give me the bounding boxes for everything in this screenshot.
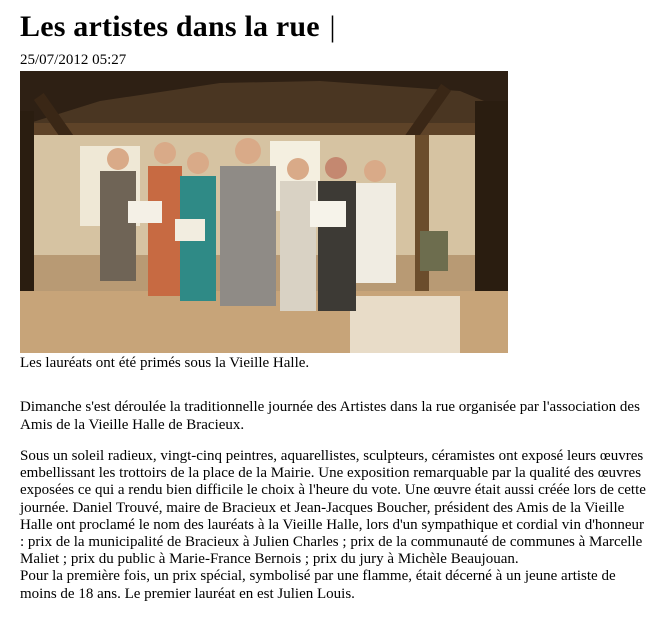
- photo-caption: Les lauréats ont été primés sous la Vieille Halle.: [20, 355, 310, 371]
- article-title-text: Les artistes dans la rue: [20, 10, 320, 43]
- paragraph-intro: Dimanche s'est déroulée la traditionnelle journée des Artistes dans la rue organisée par l'association des Amis de la Vieille Halle de Bracieux.: [20, 399, 640, 433]
- photo-chair: [420, 231, 448, 271]
- photo-diploma: [175, 219, 205, 241]
- photo-table: [350, 296, 460, 353]
- article-photo: [20, 71, 508, 353]
- photo-beam-horizontal: [20, 123, 508, 135]
- text-cursor: |: [329, 10, 336, 43]
- article-title: [20, 10, 650, 44]
- photo-diploma: [310, 201, 346, 227]
- article: [20, 0, 650, 603]
- article-date: 25/07/2012 05:27: [20, 52, 127, 68]
- paragraph-main: Sous un soleil radieux, vingt-cinq peintres, aquarellistes, sculpteurs, céramistes ont exposé leurs œuvres embellissant les trottoirs de la place de la Mairie. Une exposition remarquable par la qualité des œuvres exposées ce qui a rendu bien difficile le choix à l'heure du vote. Une œuvre était aussi créée lors de cette journée. Daniel Trouvé, maire de Bracieux et Jean-Jacques Boucher, président des Amis de la Vieille Halle ont proclamé le nom des lauréats à la Vieille Halle, lors d'un sympathique et cordial vin d'honneur : prix de la municipalité de Bracieux à Julien Charles ; prix de la communauté de communes à Marcelle Maliet ; prix du public à Marie-France Bernois ; prix du jury à Michèle Beaujouan. Pour la première fois, un prix spécial, symbolisé par une flamme, était décerné à un jeune artiste de moins de 18 ans. Le premier lauréat en est Julien Louis.: [20, 448, 646, 602]
- photo-diploma: [128, 201, 162, 223]
